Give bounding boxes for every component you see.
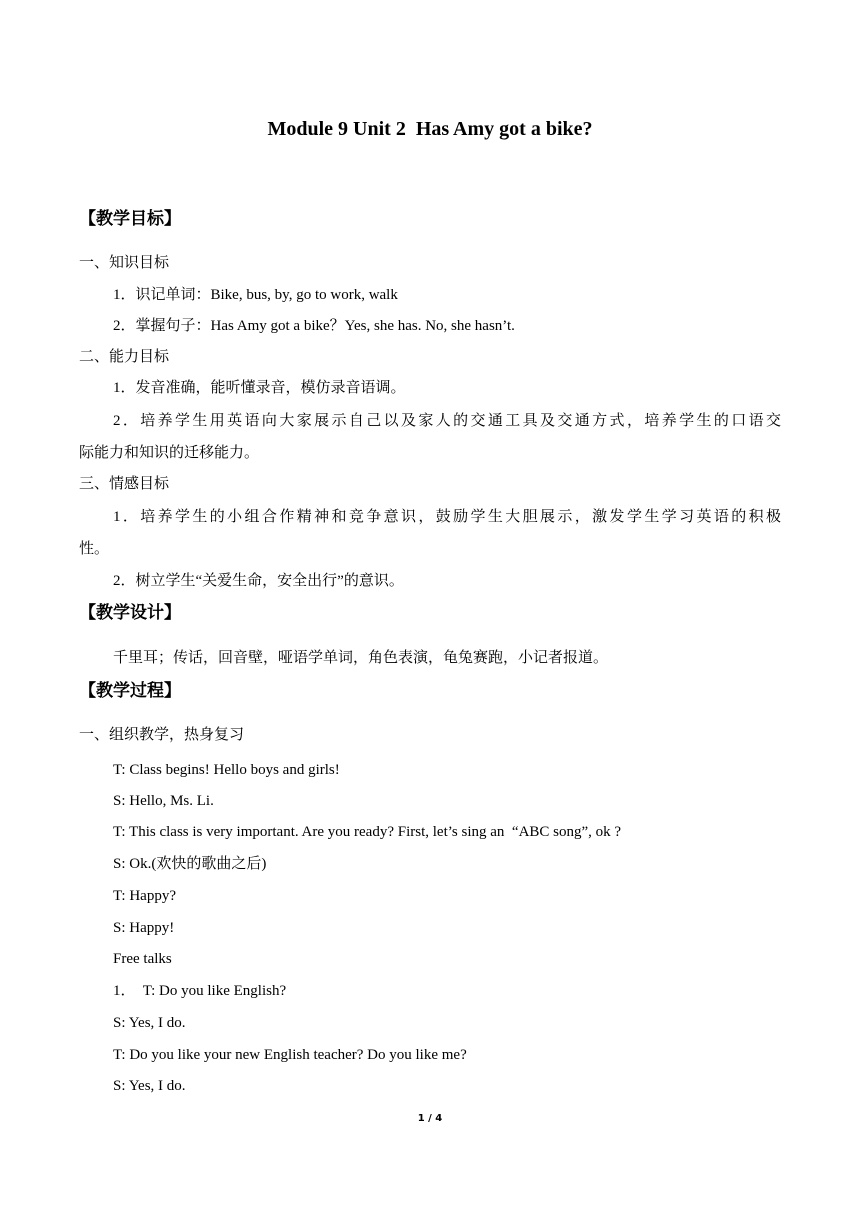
dialogue-line: T: This class is very important. Are you ready? First, let’s sing an “ABC song”, ok ? bbox=[113, 824, 622, 840]
dialogue-line: S: Hello, Ms. Li. bbox=[113, 793, 214, 809]
document-title: Module 9 Unit 2 Has Amy got a bike? bbox=[267, 118, 593, 140]
knowledge-goal-2: 2．掌握句子：Has Amy got a bike？Yes, she has. No, she hasn’t. bbox=[113, 318, 515, 334]
knowledge-goals-heading: 一、知识目标 bbox=[79, 255, 170, 271]
ability-goal-2-line-2: 际能力和知识的迁移能力。 bbox=[79, 445, 260, 461]
dialogue-line: 1． T: Do you like English? bbox=[113, 983, 287, 999]
emotion-goal-1-line-2: 性。 bbox=[79, 541, 110, 557]
section-heading-process: 【教学过程】 bbox=[79, 681, 181, 701]
process-step-heading: 一、组织教学，热身复习 bbox=[79, 727, 245, 743]
dialogue-line: T: Happy? bbox=[113, 888, 176, 904]
section-heading-design: 【教学设计】 bbox=[79, 603, 181, 623]
emotion-goal-2: 2．树立学生“关爱生命，安全出行”的意识。 bbox=[113, 573, 404, 589]
design-text: 千里耳；传话，回音壁，哑语学单词，角色表演，龟兔赛跑，小记者报道。 bbox=[113, 650, 609, 666]
dialogue-line: T: Class begins! Hello boys and girls! bbox=[113, 762, 340, 778]
dialogue-line: S: Yes, I do. bbox=[113, 1078, 186, 1094]
ability-goal-1: 1．发音准确，能听懂录音，模仿录音语调。 bbox=[113, 380, 406, 396]
emotion-goals-heading: 三、情感目标 bbox=[79, 476, 170, 492]
dialogue-line: S: Happy! bbox=[113, 920, 175, 936]
section-heading-objectives: 【教学目标】 bbox=[79, 209, 181, 229]
dialogue-line: Free talks bbox=[113, 951, 172, 967]
dialogue-line: S: Yes, I do. bbox=[113, 1015, 186, 1031]
knowledge-goal-1: 1．识记单词：Bike, bus, by, go to work, walk bbox=[113, 287, 398, 303]
dialogue-line: T: Do you like your new English teacher? Do you like me? bbox=[113, 1047, 467, 1063]
emotion-goal-1-line-1: 1．培养学生的小组合作精神和竞争意识，鼓励学生大胆展示，激发学生学习英语的积极 bbox=[113, 509, 781, 525]
dialogue-line: S: Ok.(欢快的歌曲之后) bbox=[113, 856, 267, 872]
ability-goal-2-line-1: 2．培养学生用英语向大家展示自己以及家人的交通工具及交通方式，培养学生的口语交 bbox=[113, 413, 781, 429]
ability-goals-heading: 二、能力目标 bbox=[79, 349, 170, 365]
page-number: 1 / 4 bbox=[417, 1113, 443, 1124]
